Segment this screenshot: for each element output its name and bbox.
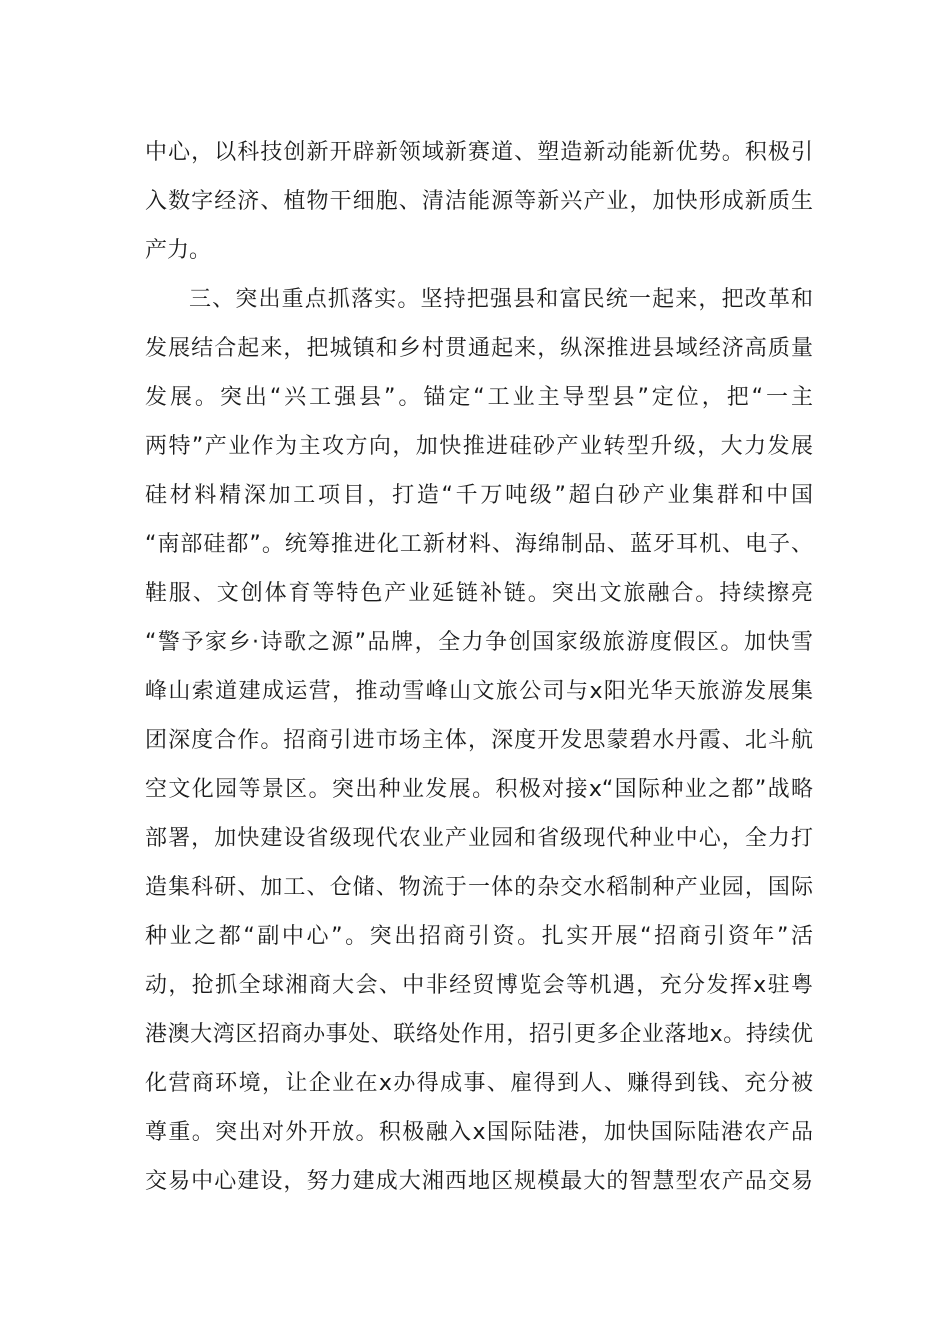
body-text [145, 128, 813, 1206]
text-line: 产力。 [145, 238, 212, 263]
text-line: 动，抢抓全球湘商大会、中非经贸博览会等机遇，充分发挥x驻粤 [145, 973, 813, 998]
text-line: 化营商环境，让企业在x办得成事、雇得到人、赚得到钱、充分被 [145, 1071, 813, 1096]
text-line: 团深度合作。招商引进市场主体，深度开发思蒙碧水丹霞、北斗航 [145, 728, 813, 753]
text-line: 峰山索道建成运营，推动雪峰山文旅公司与x阳光华天旅游发展集 [145, 679, 813, 704]
text-line: 中心，以科技创新开辟新领域新赛道、塑造新动能新优势。积极引 [145, 140, 813, 165]
paragraph-start-line: 三、突出重点抓落实。坚持把强县和富民统一起来，把改革和 [189, 287, 813, 312]
text-line: “警予家乡·诗歌之源”品牌，全力争创国家级旅游度假区。加快雪 [145, 630, 813, 655]
text-line: 发展结合起来，把城镇和乡村贯通起来，纵深推进县域经济高质量 [145, 336, 813, 361]
text-line: 两特”产业作为主攻方向，加快推进硅砂产业转型升级，大力发展 [145, 434, 813, 459]
text-line: 发展。突出“兴工强县”。锚定“工业主导型县”定位，把“一主 [145, 385, 813, 410]
text-line: 硅材料精深加工项目，打造“千万吨级”超白砂产业集群和中国 [145, 483, 813, 508]
text-line: 尊重。突出对外开放。积极融入x国际陆港，加快国际陆港农产品 [145, 1120, 813, 1145]
text-line: 交易中心建设，努力建成大湘西地区规模最大的智慧型农产品交易 [145, 1169, 813, 1194]
text-line: 造集科研、加工、仓储、物流于一体的杂交水稻制种产业园，国际 [145, 875, 813, 900]
text-line: “南部硅都”。统筹推进化工新材料、海绵制品、蓝牙耳机、电子、 [145, 532, 813, 557]
text-line: 港澳大湾区招商办事处、联络处作用，招引更多企业落地x。持续优 [145, 1022, 813, 1047]
text-line: 空文化园等景区。突出种业发展。积极对接x“国际种业之都”战略 [145, 777, 813, 802]
text-line: 鞋服、文创体育等特色产业延链补链。突出文旅融合。持续擦亮 [145, 581, 813, 606]
text-line: 种业之都“副中心”。突出招商引资。扎实开展“招商引资年”活 [145, 924, 813, 949]
text-line: 部署，加快建设省级现代农业产业园和省级现代种业中心，全力打 [145, 826, 813, 851]
text-line: 入数字经济、植物干细胞、清洁能源等新兴产业，加快形成新质生 [145, 189, 813, 214]
